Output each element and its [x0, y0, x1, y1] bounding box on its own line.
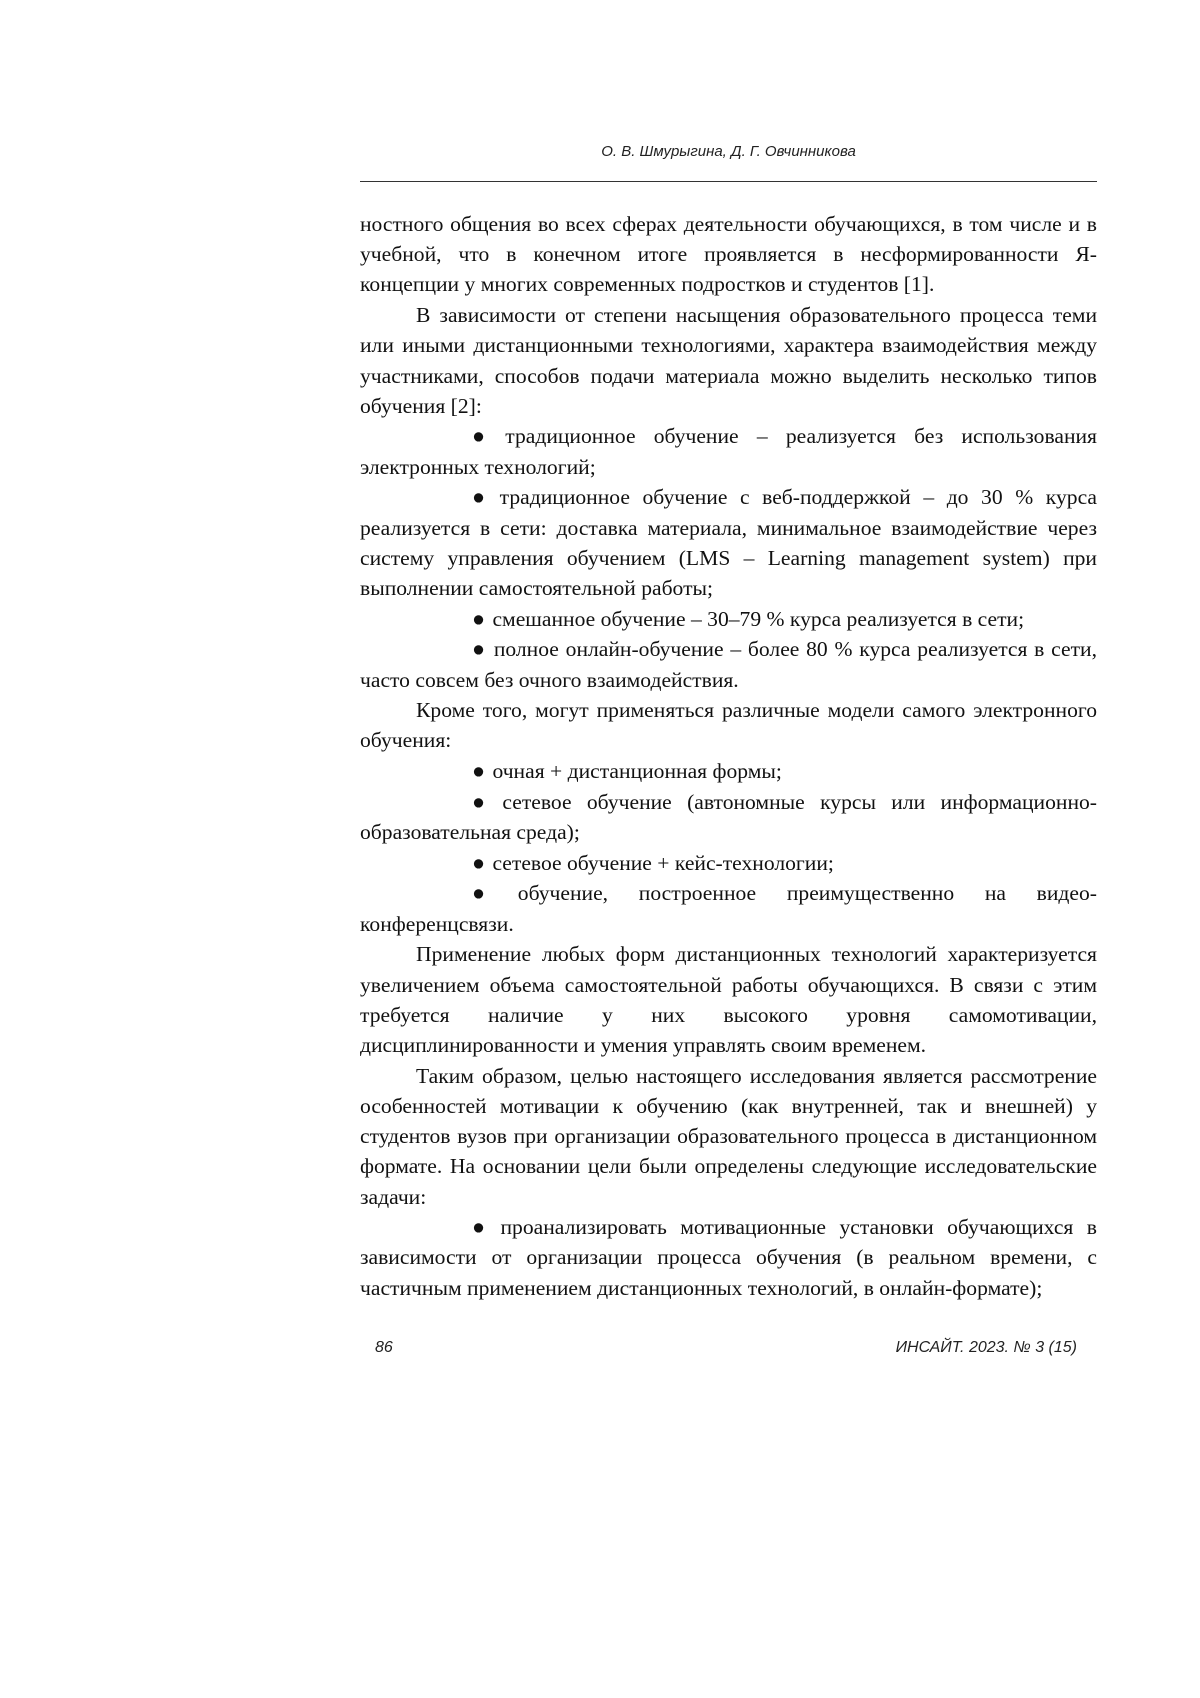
list-item	[360, 756, 1097, 786]
paragraph-learning-types-intro: В зависимости от степени насыщения образовательного процесса теми или иными дистанционными технологиями, характера взаимодействия между участниками, способов подачи материала можно выделить несколько типов обучения [2]:	[360, 303, 1097, 418]
bullet-icon: ●	[472, 850, 486, 875]
running-head-authors: О. В. Шмурыгина, Д. Г. Овчинникова	[601, 143, 856, 160]
list-item	[360, 604, 1097, 634]
list-item	[360, 421, 1097, 481]
paragraph-continuation: ностного общения во всех сферах деятельности обучающихся, в том числе и в учебной, что в конечном итоге проявляется в несформированности Я-концепции у многих современных подростков и студентов [1].	[360, 212, 1097, 297]
header-divider	[360, 181, 1097, 182]
list-item-text: сетевое обучение (автономные курсы или информационно-образовательная среда);	[360, 789, 1097, 845]
list-item-text: очная + дистанционная формы;	[492, 759, 782, 784]
list-item-text: традиционное обучение – реализуется без использования электронных технологий;	[360, 424, 1097, 479]
list-item-text: проанализировать мотивационные установки обучающихся в зависимости от организации процесса обучения (в реальном времени, с частичным применением дистанционных технологий, в онлайн-формате);	[360, 1215, 1097, 1300]
list-item	[360, 634, 1097, 694]
list-item	[360, 1212, 1097, 1303]
journal-issue: ИНСАЙТ. 2023. № 3 (15)	[895, 1339, 1077, 1356]
list-item	[360, 878, 1097, 938]
bullet-icon: ●	[472, 759, 486, 784]
paragraph-elearning-models-intro: Кроме того, могут применяться различные модели самого электронного обучения:	[360, 698, 1097, 753]
paragraph-research-goal: Таким образом, целью настоящего исследования является рассмотрение особенностей мотивации к обучению (как внутренней, так и внешней) у студентов вузов при организации образовательного процесса в дистанционном формате. На основании цели были определены следующие исследовательские задачи:	[360, 1063, 1097, 1209]
bullet-icon: ●	[472, 637, 486, 662]
bullet-icon: ●	[472, 881, 486, 906]
bullet-icon: ●	[472, 789, 486, 814]
bullet-icon: ●	[472, 424, 486, 449]
bullet-icon: ●	[472, 606, 486, 631]
paragraph-self-motivation: Применение любых форм дистанционных технологий характеризуется увеличением объема самостоятельной работы обучающихся. В связи с этим требуется наличие у них высокого уровня самомотивации, дисциплинированности и умения управлять своим временем.	[360, 942, 1097, 1057]
bullet-icon: ●	[472, 1215, 486, 1240]
list-item-text: смешанное обучение – 30–79 % курса реализуется в сети;	[492, 606, 1025, 631]
list-item	[360, 848, 1097, 878]
list-item-text: полное онлайн-обучение – более 80 % курса реализуется в сети, часто совсем без очного взаимодействия.	[360, 637, 1097, 692]
bullet-icon: ●	[472, 485, 486, 510]
list-item-text: традиционное обучение с веб-поддержкой – до 30 % курса реализуется в сети: доставка материала, минимальное взаимодействие через систему управления обучением (LMS – Learning management system) при выполнении самостоятельной работы;	[360, 485, 1098, 600]
page-number: 86	[375, 1339, 393, 1356]
list-item	[360, 787, 1097, 847]
article-body	[360, 209, 1097, 1303]
list-item-text: обучение, построенное преимущественно на видео-конференцсвязи.	[360, 881, 1097, 936]
list-item	[360, 482, 1097, 603]
list-item-text: сетевое обучение + кейс-технологии;	[492, 850, 834, 875]
